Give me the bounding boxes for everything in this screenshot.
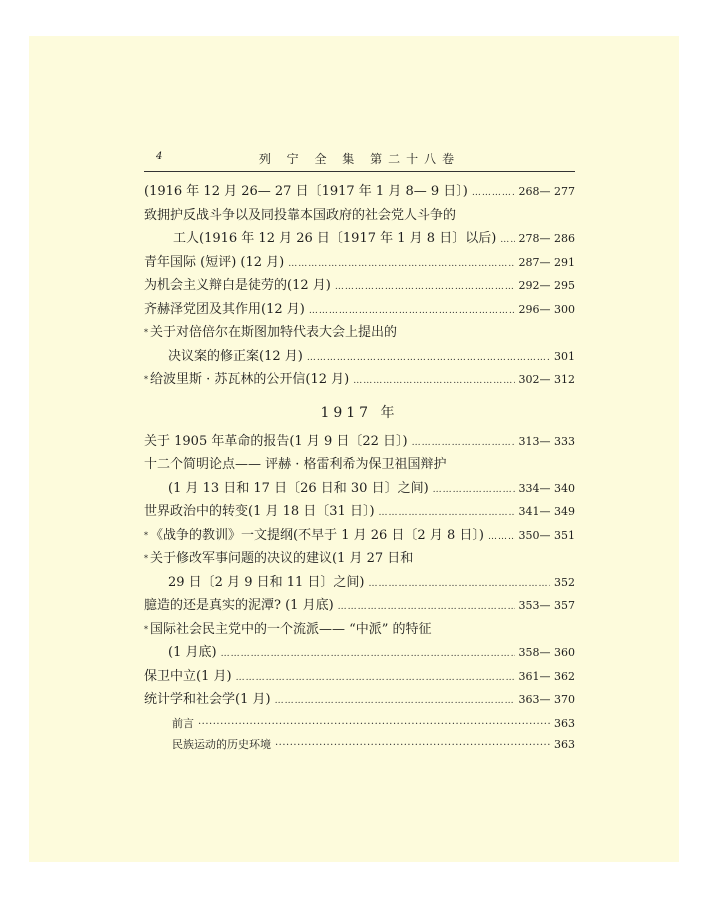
entry-pages: 287— 291 <box>518 255 575 269</box>
entry-title: (1 月 13 日和 17 日〔26 日和 30 日〕之间) <box>168 480 429 496</box>
entry-title: 臆造的还是真实的泥潭? (1 月底) <box>144 598 334 613</box>
toc-entry <box>144 502 575 526</box>
leader-dots <box>472 183 515 203</box>
leader-dots <box>488 527 515 547</box>
asterisk-marker: * <box>144 530 148 540</box>
leader-dots <box>288 254 514 274</box>
leader-dots <box>412 433 515 453</box>
entry-title: 致拥护反战斗争以及同投靠本国政府的社会党人斗争的 <box>144 207 457 223</box>
entry-title-text: 《战争的教训》一文提纲(不早于 1 月 26 日〔2 月 8 日〕) <box>150 527 484 543</box>
toc-entry <box>144 479 575 503</box>
page-number: 4 <box>156 151 163 162</box>
entry-title: 十二个简明论点—— 评赫 · 格雷利希为保卫祖国辩护 <box>144 457 447 472</box>
leader-dots <box>275 691 515 711</box>
toc-entry <box>144 573 575 597</box>
entry-pages: 292— 295 <box>518 279 575 292</box>
entry-title <box>144 620 432 640</box>
toc-entry <box>144 526 575 550</box>
toc-entry <box>144 182 575 206</box>
entry-title <box>144 526 484 546</box>
toc-entry <box>144 690 575 714</box>
entry-title: 青年国际 (短评) (12 月) <box>144 254 285 270</box>
entry-title: 世界政治中的转变(1 月 18 日〔31 日〕) <box>144 504 375 519</box>
entry-title <box>144 323 397 343</box>
entry-title-text: 关于对倍倍尔在斯图加特代表大会上提出的 <box>150 325 398 340</box>
entry-title <box>144 549 413 569</box>
toc-entry <box>144 643 575 667</box>
entry-title-text: 国际社会民主党中的一个流派—— “中派” 的特征 <box>150 621 432 637</box>
entry-title: 29 日〔2 月 9 日和 11 日〕之间) <box>168 574 365 590</box>
toc-subentry <box>144 714 575 735</box>
entry-pages: 363— 370 <box>518 693 575 706</box>
entry-pages: 358— 360 <box>518 646 575 659</box>
entry-title: 决议案的修正案(12 月) <box>168 348 303 364</box>
toc-entry <box>144 347 575 371</box>
entry-pages: 363 <box>554 716 575 730</box>
entry-pages: 363 <box>554 737 575 751</box>
entry-pages: 313— 333 <box>518 434 575 448</box>
leader-dots <box>335 277 515 297</box>
leader-dots <box>353 371 514 391</box>
leader-dots <box>500 230 514 250</box>
leader-dots <box>369 574 551 594</box>
table-of-contents <box>144 182 575 756</box>
toc-entry <box>144 620 575 644</box>
toc-entry <box>144 323 575 347</box>
leader-dots <box>379 503 515 523</box>
entry-title: 齐赫泽党团及其作用(12 月) <box>144 301 305 317</box>
entry-pages: 278— 286 <box>518 232 575 245</box>
year-heading: 1917 年 <box>320 404 399 421</box>
toc-entry <box>144 432 575 456</box>
entry-pages: 361— 362 <box>518 669 575 683</box>
leader-dots <box>236 668 515 688</box>
toc-entry <box>144 455 575 479</box>
entry-pages: 353— 357 <box>518 599 575 612</box>
entry-pages: 268— 277 <box>518 185 575 198</box>
entry-title: 保卫中立(1 月) <box>144 668 232 684</box>
asterisk-marker: * <box>144 375 148 384</box>
entry-title: 工人(1916 年 12 月 26 日〔1917 年 1 月 8 日〕以后) <box>173 231 497 246</box>
entry-pages: 334— 340 <box>518 481 575 495</box>
entry-pages: 352 <box>554 575 575 589</box>
leader-dots <box>198 715 550 735</box>
asterisk-marker: * <box>144 624 148 634</box>
leader-dots <box>275 736 550 756</box>
leader-dots <box>309 301 515 321</box>
toc-entry <box>144 253 575 277</box>
subentry-title: 前言 <box>172 716 194 730</box>
toc-entry <box>144 549 575 573</box>
toc-entry <box>144 229 575 253</box>
toc-entry <box>144 667 575 691</box>
entry-title <box>144 370 349 390</box>
toc-entry <box>144 300 575 324</box>
entry-pages: 302— 312 <box>518 373 575 386</box>
toc-entry <box>144 596 575 620</box>
toc-entry <box>144 370 575 394</box>
leader-dots <box>433 480 515 500</box>
toc-entry <box>144 276 575 300</box>
leader-dots <box>221 644 515 664</box>
asterisk-marker: * <box>144 554 148 563</box>
entry-title-text: 给波里斯 · 苏瓦林的公开信(12 月) <box>150 372 350 387</box>
toc-entry <box>144 206 575 230</box>
toc-subentry <box>144 735 575 756</box>
entry-title: 统计学和社会学(1 月) <box>144 692 271 707</box>
entry-title: 关于 1905 年革命的报告(1 月 9 日〔22 日〕) <box>144 433 408 449</box>
entry-title: 为机会主义辩白是徒劳的(12 月) <box>144 278 331 293</box>
asterisk-marker: * <box>144 328 148 337</box>
entry-title-text: 关于修改军事问题的决议的建议(1 月 27 日和 <box>150 551 414 566</box>
running-header <box>144 149 575 172</box>
running-title: 列 宁 全 集 第二十八卷 <box>258 152 461 166</box>
leader-dots <box>338 597 515 617</box>
entry-pages: 341— 349 <box>518 505 575 518</box>
leader-dots <box>307 348 550 368</box>
entry-pages: 296— 300 <box>518 302 575 316</box>
entry-pages: 350— 351 <box>518 528 575 542</box>
entry-title: (1 月底) <box>168 645 217 660</box>
subentry-title: 民族运动的历史环境 <box>172 737 271 751</box>
entry-pages: 301 <box>554 349 575 363</box>
entry-title: (1916 年 12 月 26— 27 日〔1917 年 1 月 8— 9 日〕) <box>144 184 468 199</box>
